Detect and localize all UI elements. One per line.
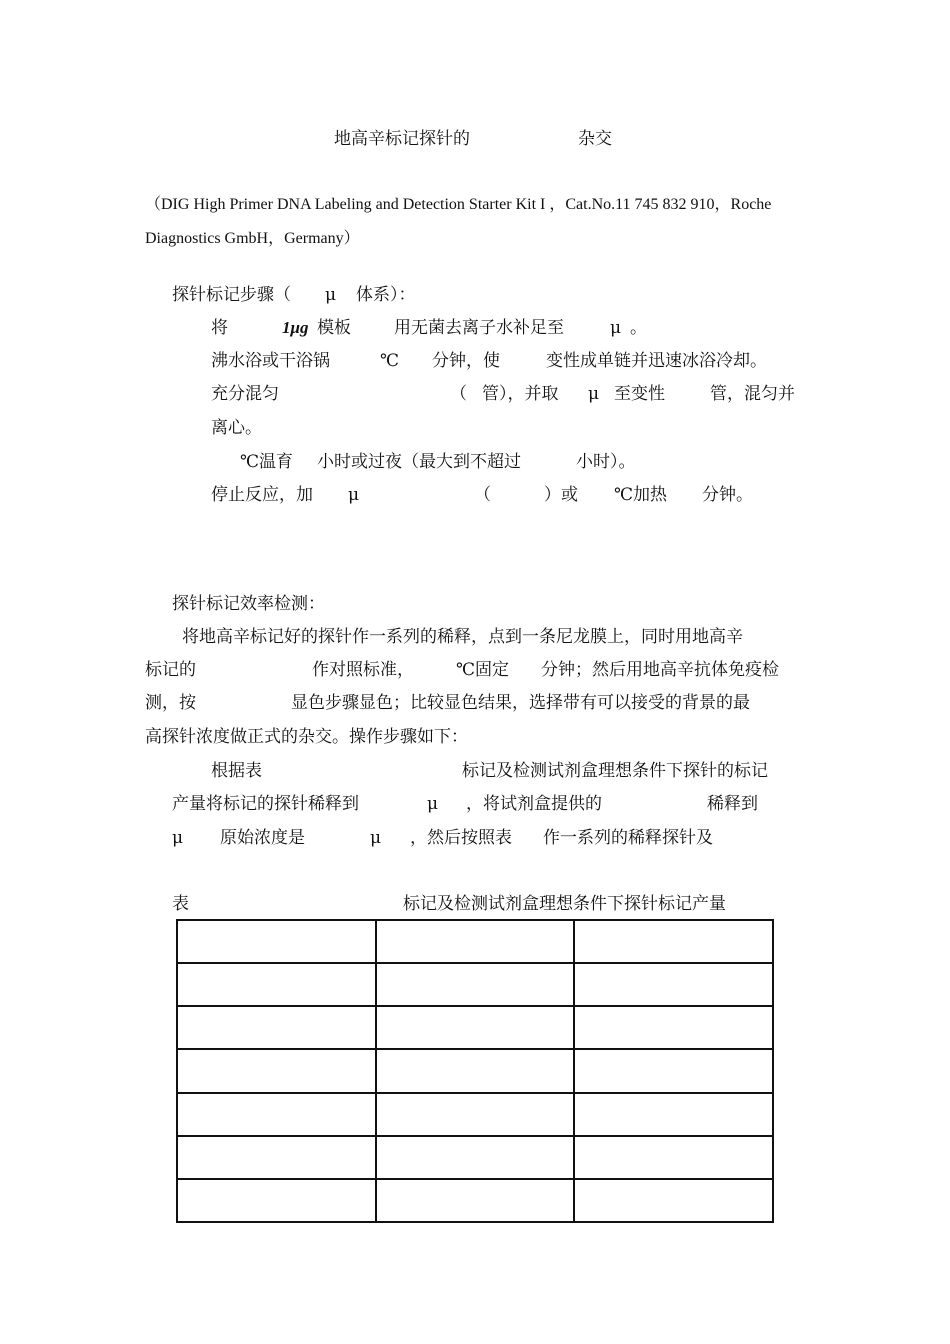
table-cell — [376, 1006, 575, 1049]
step1-template: 模板 — [317, 318, 351, 338]
step3-centrifuge: 离心。 — [211, 418, 262, 438]
table-cell — [177, 1049, 376, 1092]
efficiency-para1-line2d: 分钟；然后用地高辛抗体免疫检 — [541, 660, 779, 680]
labeling-heading-c: 体系）： — [356, 285, 416, 305]
table-cell — [376, 920, 575, 963]
table-row — [177, 1136, 773, 1179]
step3-to-denatured: 至变性 — [614, 384, 665, 404]
table-cell — [574, 1006, 773, 1049]
step5-paren-open: （ — [474, 485, 491, 505]
step4-c: 小时）。 — [576, 452, 636, 472]
efficiency-para2-l3b: 原始浓度是 — [220, 828, 305, 848]
table-row — [177, 920, 773, 963]
step1-amount: 1μg — [282, 318, 309, 337]
efficiency-para1-line3a: 测，按 — [145, 693, 196, 713]
table-cell — [376, 1136, 575, 1179]
table-row — [177, 1006, 773, 1049]
step3-tube: 管），并取 — [482, 384, 559, 404]
table-cell — [574, 1049, 773, 1092]
table-row — [177, 1049, 773, 1092]
table-cell — [376, 963, 575, 1006]
table-cell — [376, 1093, 575, 1136]
step2-celsius: ℃ — [380, 351, 400, 371]
efficiency-para1-line3b: 显色步骤显色；比较显色结果，选择带有可以接受的背景的最 — [291, 693, 750, 713]
efficiency-para2-l3a: μ — [172, 828, 184, 848]
step5-a: 停止反应，加 — [211, 485, 313, 505]
step4-a: ℃温育 — [240, 452, 294, 472]
efficiency-para1-line2a: 标记的 — [145, 660, 196, 680]
labeling-heading-a: 探针标记步骤（ — [172, 285, 291, 305]
efficiency-para2-l2a: 产量将标记的探针稀释到 — [172, 794, 359, 814]
step5-mu: μ — [348, 485, 360, 505]
step5-minutes: 分钟。 — [702, 485, 753, 505]
efficiency-para2-l1a: 根据表 — [211, 761, 262, 781]
step3-mix: 管，混匀并 — [710, 384, 795, 404]
efficiency-para2-l2c: ，将试剂盒提供的 — [466, 794, 602, 814]
probe-yield-table — [176, 919, 774, 1223]
step3-mu: μ — [588, 384, 600, 404]
table-cell — [376, 1049, 575, 1092]
table-cell — [177, 1006, 376, 1049]
step1-period: 。 — [630, 318, 647, 338]
table-row — [177, 963, 773, 1006]
page-title-part1: 地高辛标记探针的 — [334, 129, 470, 149]
step5-or: ）或 — [544, 485, 578, 505]
efficiency-para2-l3c: μ — [370, 828, 382, 848]
efficiency-para1-line1: 将地高辛标记好的探针作一系列的稀释，点到一条尼龙膜上，同时用地高辛 — [182, 627, 743, 647]
step1-mu: μ — [610, 318, 622, 338]
kit-reference-line1: （DIG High Primer DNA Labeling and Detection Starter Kit I ，Cat.No.11 745 832 910，Roche — [145, 196, 772, 213]
table-cell — [177, 1136, 376, 1179]
table-cell — [177, 963, 376, 1006]
page-title-part2: 杂交 — [578, 129, 612, 149]
step1-fill-water: 用无菌去离子水补足至 — [394, 318, 564, 338]
table-cell — [574, 963, 773, 1006]
efficiency-para2-l3e: 作一系列的稀释探针及 — [543, 828, 713, 848]
efficiency-para1-line2c: ℃固定 — [456, 660, 510, 680]
step3-a: 充分混匀 — [211, 384, 279, 404]
efficiency-para2-l2d: 稀释到 — [707, 794, 758, 814]
table-caption-title: 标记及检测试剂盒理想条件下探针标记产量 — [403, 894, 726, 914]
table-cell — [574, 1179, 773, 1222]
table-cell — [574, 1093, 773, 1136]
step1-a: 将 — [211, 318, 228, 338]
efficiency-para2-l3d: ，然后按照表 — [410, 828, 512, 848]
efficiency-para1-line4: 高探针浓度做正式的杂交。操作步骤如下： — [145, 727, 468, 747]
step2-minutes: 分钟，使 — [432, 351, 500, 371]
table-cell — [574, 1136, 773, 1179]
efficiency-para2-l1b: 标记及检测试剂盒理想条件下探针的标记 — [462, 761, 768, 781]
table-cell — [177, 920, 376, 963]
step2-denature: 变性成单链并迅速冰浴冷却。 — [546, 351, 767, 371]
table-row — [177, 1179, 773, 1222]
kit-reference-line2: Diagnostics GmbH，Germany） — [145, 230, 360, 247]
efficiency-heading: 探针标记效率检测： — [172, 594, 325, 614]
step2-a: 沸水浴或干浴锅 — [211, 351, 330, 371]
step3-paren: （ — [450, 384, 467, 404]
table-cell — [376, 1179, 575, 1222]
efficiency-para1-line2b: 作对照标准， — [312, 660, 414, 680]
efficiency-para2-l2b: μ — [427, 794, 439, 814]
step4-b: 小时或过夜（最大到不超过 — [317, 452, 521, 472]
table-cell — [177, 1179, 376, 1222]
table-cell — [574, 920, 773, 963]
table-caption-label: 表 — [172, 894, 189, 914]
labeling-heading-mu: μ — [325, 285, 337, 305]
step5-heat: ℃加热 — [614, 485, 668, 505]
table-cell — [177, 1093, 376, 1136]
table-row — [177, 1093, 773, 1136]
